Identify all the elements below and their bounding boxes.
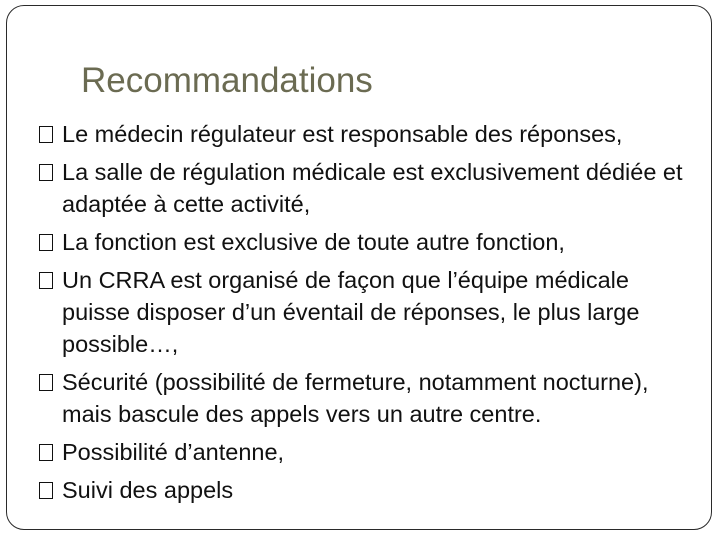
bullet-item bbox=[37, 474, 697, 506]
bullet-box-icon bbox=[39, 234, 53, 251]
bullet-text: Sécurité (possibilité de fermeture, notamment nocturne), mais bascule des appels vers un autre centre. bbox=[62, 369, 649, 427]
bullet-text: La fonction est exclusive de toute autre fonction, bbox=[62, 229, 565, 255]
bullet-item bbox=[37, 366, 697, 430]
bullet-box-icon bbox=[39, 482, 53, 499]
bullet-box-icon bbox=[39, 126, 53, 143]
bullet-item bbox=[37, 264, 697, 360]
bullet-box-icon bbox=[39, 272, 53, 289]
slide-title: Recommandations bbox=[81, 61, 373, 100]
bullet-box-icon bbox=[39, 444, 53, 461]
bullet-box-icon bbox=[39, 164, 53, 181]
bullet-text: Le médecin régulateur est responsable des réponses, bbox=[62, 121, 623, 147]
bullet-text: Un CRRA est organisé de façon que l’équipe médicale puisse disposer d’un éventail de réponses, le plus large possible…, bbox=[62, 267, 640, 357]
bullet-item bbox=[37, 436, 697, 468]
bullet-box-icon bbox=[39, 374, 53, 391]
bullet-text: Possibilité d’antenne, bbox=[62, 439, 285, 465]
bullet-item bbox=[37, 156, 697, 220]
bullet-item bbox=[37, 118, 697, 150]
bullet-text: Suivi des appels bbox=[62, 477, 234, 503]
bullet-item bbox=[37, 226, 697, 258]
bullet-text: La salle de régulation médicale est exclusivement dédiée et adaptée à cette activité, bbox=[62, 159, 683, 217]
bullet-list bbox=[37, 118, 697, 512]
